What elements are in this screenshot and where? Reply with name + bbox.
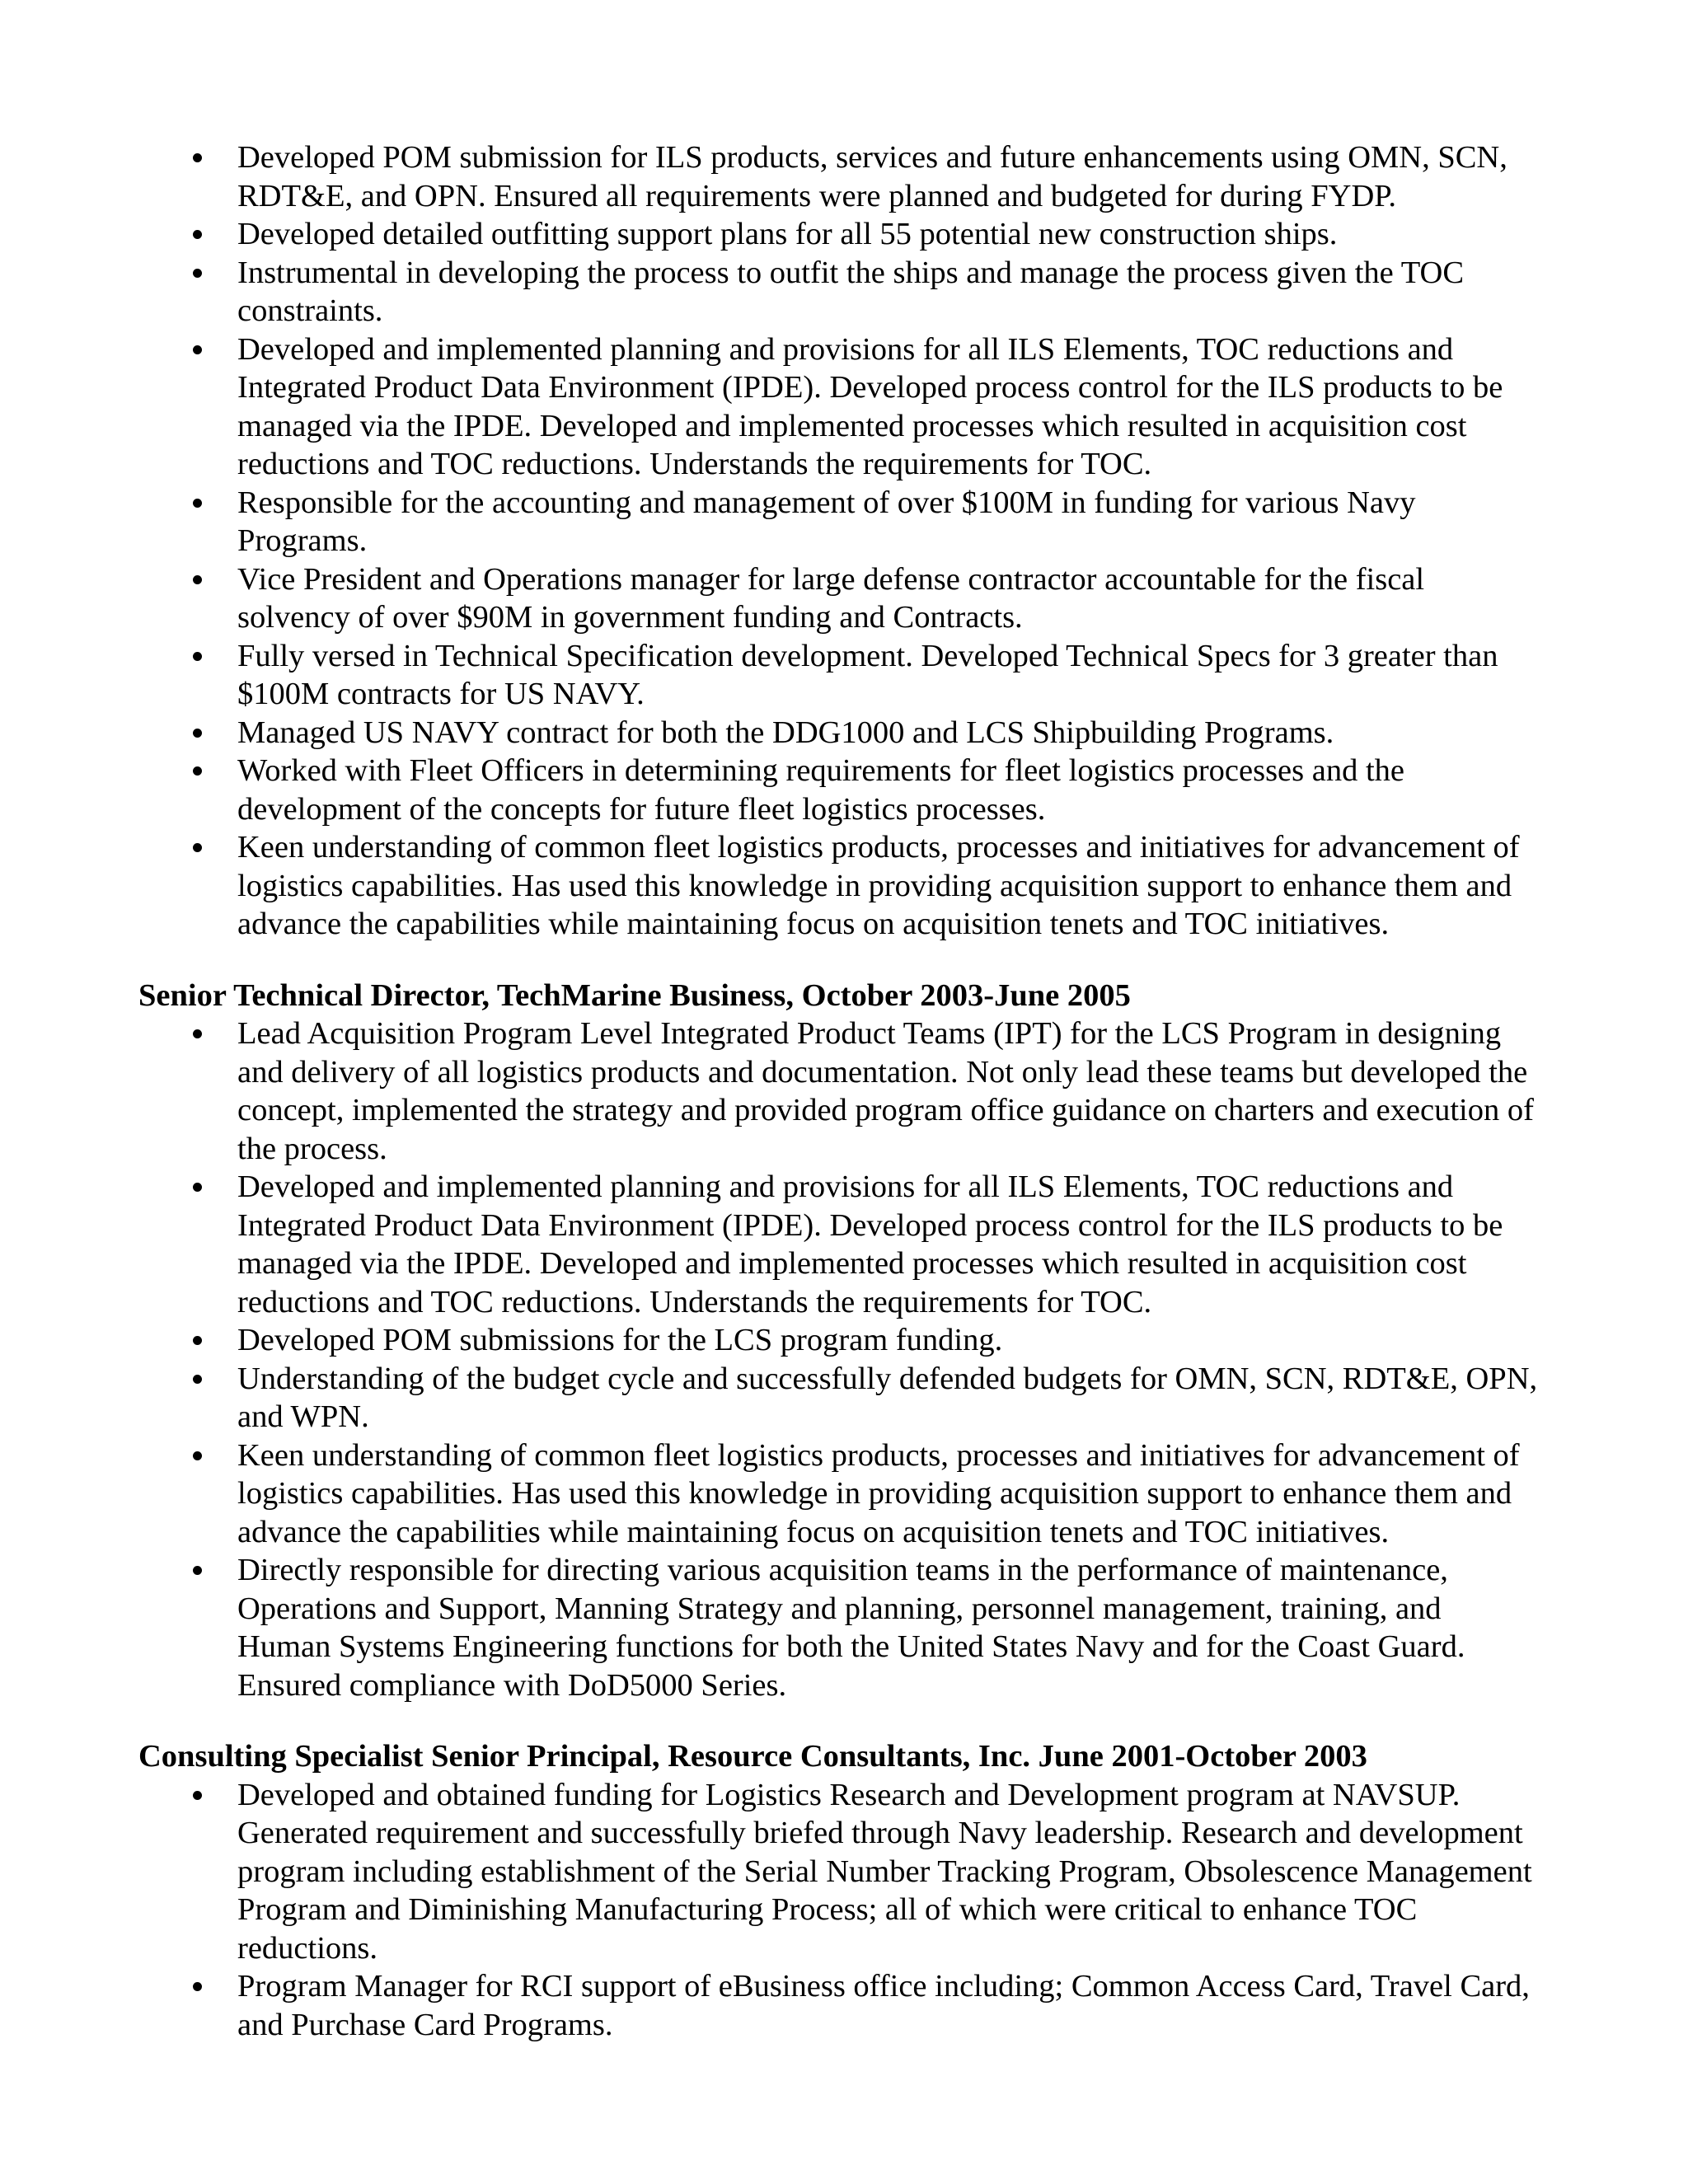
job-bullet-list (138, 1776, 1540, 2045)
job-bullet-list (138, 1015, 1540, 1704)
bullet-item: Keen understanding of common fleet logistics products, processes and initiatives for advancement of logistics capabilities. Has used this knowledge in providing acquisition support to enhance them and advance the capabilities while maintaining focus on acquisition tenets and TOC initiatives. (138, 828, 1540, 944)
bullet-item: Keen understanding of common fleet logistics products, processes and initiatives for advancement of logistics capabilities. Has used this knowledge in providing acquisition support to enhance them and advance the capabilities while maintaining focus on acquisition tenets and TOC initiatives. (138, 1436, 1540, 1552)
bullet-item: Developed POM submission for ILS products, services and future enhancements using OMN, SCN, RDT&E, and OPN. Ensured all requirements were planned and budgeted for during FYDP. (138, 138, 1540, 215)
bullet-item: Worked with Fleet Officers in determining requirements for fleet logistics processes and the development of the concepts for future fleet logistics processes. (138, 752, 1540, 828)
job-heading: Consulting Specialist Senior Principal, Resource Consultants, Inc. June 2001-October 2003 (138, 1739, 1367, 1774)
bullet-item: Vice President and Operations manager for large defense contractor accountable for the fiscal solvency of over $90M in government funding and Contracts. (138, 560, 1540, 637)
bullet-item: Fully versed in Technical Specification development. Developed Technical Specs for 3 greater than $100M contracts for US NAVY. (138, 637, 1540, 714)
bullet-item: Managed US NAVY contract for both the DDG1000 and LCS Shipbuilding Programs. (138, 714, 1540, 752)
bullet-item: Program Manager for RCI support of eBusiness office including; Common Access Card, Travel Card, and Purchase Card Programs. (138, 1967, 1540, 2044)
bullet-item: Responsible for the accounting and management of over $100M in funding for various Navy Programs. (138, 484, 1540, 560)
bullet-item: Directly responsible for directing various acquisition teams in the performance of maintenance, Operations and Support, Manning Strategy and planning, personnel management, training, and Human Systems Engineering functions for both the United States Navy and for the Coast Guard. Ensured compliance with DoD5000 Series. (138, 1551, 1540, 1704)
bullet-item: Understanding of the budget cycle and successfully defended budgets for OMN, SCN, RDT&E, OPN, and WPN. (138, 1360, 1540, 1436)
bullet-item: Developed detailed outfitting support plans for all 55 potential new construction ships. (138, 215, 1540, 254)
bullet-item: Lead Acquisition Program Level Integrated Product Teams (IPT) for the LCS Program in designing and delivery of all logistics products and documentation. Not only lead these teams but developed the concept, implemented the strategy and provided program office guidance on charters and execution of the process. (138, 1015, 1540, 1168)
bullet-item: Developed and implemented planning and provisions for all ILS Elements, TOC reductions and Integrated Product Data Environment (IPDE). Developed process control for the ILS products to be managed via the IPDE. Developed and implemented processes which resulted in acquisition cost reductions and TOC reductions. Understands the requirements for TOC. (138, 330, 1540, 484)
job-section-resource-consultants (138, 1737, 1540, 2044)
bullet-item: Developed and obtained funding for Logistics Research and Development program at NAVSUP. Generated requirement and successfully briefed through Navy leadership. Research and development program including establishment of the Serial Number Tracking Program, Obsolescence Management Program and Diminishing Manufacturing Process; all of which were critical to enhance TOC reductions. (138, 1776, 1540, 1968)
bullet-item: Developed POM submissions for the LCS program funding. (138, 1321, 1540, 1360)
resume-content (138, 138, 1540, 2044)
bullet-item: Developed and implemented planning and provisions for all ILS Elements, TOC reductions and Integrated Product Data Environment (IPDE). Developed process control for the ILS products to be managed via the IPDE. Developed and implemented processes which resulted in acquisition cost reductions and TOC reductions. Understands the requirements for TOC. (138, 1168, 1540, 1321)
job-heading: Senior Technical Director, TechMarine Business, October 2003-June 2005 (138, 977, 1131, 1013)
intro-bullet-list (138, 138, 1540, 944)
bullet-item: Instrumental in developing the process to outfit the ships and manage the process given the TOC constraints. (138, 254, 1540, 330)
job-section-techmarine (138, 977, 1540, 1705)
